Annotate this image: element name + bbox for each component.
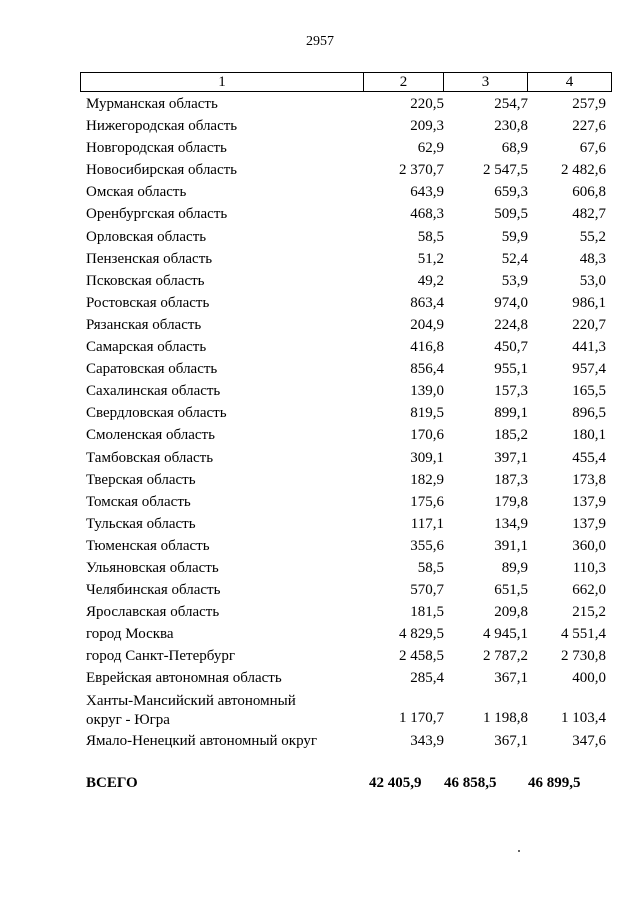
value-col-2: 285,4 [410,670,444,687]
value-col-4: 957,4 [572,361,606,378]
table-body [86,93,606,752]
value-col-3: 659,3 [494,184,528,201]
table-row [86,447,606,469]
value-col-2: 309,1 [410,449,444,466]
region-name: Тверская область [86,471,196,488]
value-col-3: 974,0 [494,294,528,311]
value-col-2: 856,4 [410,361,444,378]
value-col-4: 2 482,6 [561,162,606,179]
value-col-3: 68,9 [501,140,528,157]
value-col-4: 4 551,4 [561,626,606,643]
region-name: Новгородская область [86,140,227,157]
value-col-4: 257,9 [572,96,606,112]
region-name: город Москва [86,626,174,643]
value-col-4: 1 103,4 [561,710,606,727]
value-col-4: 606,8 [572,184,606,201]
value-col-3: 52,4 [501,250,528,267]
value-col-2: 416,8 [410,339,444,356]
value-col-4: 137,9 [572,493,606,510]
table-row [86,667,606,689]
table-row [86,181,606,203]
value-col-3: 651,5 [494,582,528,599]
value-col-2: 4 829,5 [399,626,444,643]
value-col-3: 187,3 [494,471,528,488]
value-col-2: 58,5 [417,228,444,245]
table-row [86,292,606,314]
region-name: Нижегородская область [86,118,238,135]
value-col-2: 58,5 [417,559,444,576]
table-row [86,469,606,491]
region-name-line-1: Ханты-Мансийский автономный [86,692,296,709]
region-name [86,690,369,730]
value-col-3: 209,8 [494,604,528,621]
page-number: 2957 [306,34,334,49]
region-name: Пензенская область [86,250,213,267]
value-col-2: 170,6 [410,427,444,444]
value-col-3: 254,7 [494,96,528,112]
value-col-4: 441,3 [572,339,606,356]
value-col-2: 468,3 [410,206,444,223]
value-col-4: 455,4 [572,449,606,466]
region-name: Ростовская область [86,294,210,311]
table-row [86,314,606,336]
table-row [86,358,606,380]
table-row [86,115,606,137]
region-name: Оренбургская область [86,206,228,223]
region-name: Сахалинская область [86,383,221,400]
value-col-2: 819,5 [410,405,444,422]
table-row [86,402,606,424]
value-col-4: 662,0 [572,582,606,599]
total-value-col-4: 46 899,5 [528,775,581,791]
region-name: Тюменская область [86,537,210,554]
table-row [86,513,606,535]
table-row [86,557,606,579]
value-col-4: 227,6 [572,118,606,135]
value-col-3: 89,9 [501,559,528,576]
value-col-3: 450,7 [494,339,528,356]
value-col-4: 215,2 [572,604,606,621]
region-name: Самарская область [86,339,207,356]
region-name: Еврейская автономная область [86,670,282,687]
value-col-4: 896,5 [572,405,606,422]
region-name: Тамбовская область [86,449,214,466]
value-col-4: 347,6 [572,732,606,749]
region-name: Челябинская область [86,582,221,599]
value-col-4: 67,6 [579,140,606,157]
region-name: Томская область [86,493,191,510]
value-col-2: 2 370,7 [399,162,444,179]
value-col-3: 1 198,8 [483,710,528,727]
value-col-3: 230,8 [494,118,528,135]
table-row [86,623,606,645]
value-col-2: 175,6 [410,493,444,510]
region-name: город Санкт-Петербург [86,648,235,665]
table-row [86,137,606,159]
region-name: Новосибирская область [86,162,238,179]
table-row [86,93,606,115]
value-col-4: 180,1 [572,427,606,444]
value-col-3: 391,1 [494,537,528,554]
table-row [86,270,606,292]
header-col-2: 2 [364,73,444,91]
value-col-2: 1 170,7 [399,710,444,727]
value-col-3: 2 787,2 [483,648,528,665]
table-row [86,690,606,730]
value-col-3: 53,9 [501,272,528,289]
value-col-2: 643,9 [410,184,444,201]
value-col-3: 899,1 [494,405,528,422]
value-col-2: 51,2 [417,250,444,267]
value-col-4: 173,8 [572,471,606,488]
total-value-col-3: 46 858,5 [444,775,497,791]
table-row [86,248,606,270]
value-col-4: 55,2 [579,228,606,245]
header-col-1: 1 [81,73,364,91]
value-col-2: 355,6 [410,537,444,554]
total-label: ВСЕГО [86,775,138,791]
value-col-3: 2 547,5 [483,162,528,179]
table-row [86,380,606,402]
value-col-3: 397,1 [494,449,528,466]
table-row [86,601,606,623]
table-header [80,72,612,92]
table-row [86,535,606,557]
total-row [86,772,606,794]
value-col-4: 400,0 [572,670,606,687]
table-row [86,159,606,181]
value-col-3: 224,8 [494,316,528,333]
value-col-3: 955,1 [494,361,528,378]
value-col-2: 139,0 [410,383,444,400]
value-col-2: 62,9 [417,140,444,157]
value-col-3: 134,9 [494,515,528,532]
value-col-2: 343,9 [410,732,444,749]
region-name: Омская область [86,184,187,201]
value-col-3: 4 945,1 [483,626,528,643]
value-col-2: 49,2 [417,272,444,289]
region-name-line-2: округ - Югра [86,711,170,728]
value-col-3: 367,1 [494,732,528,749]
value-col-2: 2 458,5 [399,648,444,665]
header-col-4: 4 [565,74,574,90]
value-col-3: 367,1 [494,670,528,687]
value-col-4: 137,9 [572,515,606,532]
region-name: Рязанская область [86,316,202,333]
value-col-4: 48,3 [579,250,606,267]
value-col-2: 204,9 [410,316,444,333]
value-col-3: 185,2 [494,427,528,444]
region-name: Псковская область [86,272,205,289]
table-row [86,203,606,225]
table-row [86,730,606,752]
region-name: Тульская область [86,515,196,532]
value-col-3: 509,5 [494,206,528,223]
region-name: Саратовская область [86,361,218,378]
value-col-3: 157,3 [494,383,528,400]
value-col-2: 570,7 [410,582,444,599]
region-name: Ульяновская область [86,559,219,576]
stray-mark [518,850,520,852]
value-col-3: 179,8 [494,493,528,510]
value-col-4: 986,1 [572,294,606,311]
value-col-3: 59,9 [501,228,528,245]
header-col-3: 3 [444,73,528,91]
value-col-2: 117,1 [410,515,444,532]
region-name: Мурманская область [86,96,218,112]
region-name: Смоленская область [86,427,215,444]
value-col-4: 2 730,8 [561,648,606,665]
value-col-2: 181,5 [410,604,444,621]
table-row [86,336,606,358]
region-name: Орловская область [86,228,207,245]
value-col-4: 360,0 [572,537,606,554]
table-row [86,491,606,513]
region-name: Ярославская область [86,604,220,621]
value-col-2: 220,5 [410,96,444,112]
table-row [86,645,606,667]
value-col-4: 110,3 [572,559,606,576]
region-name: Ямало-Ненецкий автономный округ [86,732,318,749]
total-value-col-2: 42 405,9 [369,775,422,791]
table-row [86,226,606,248]
table-row [86,424,606,446]
value-col-4: 165,5 [572,383,606,400]
value-col-2: 209,3 [410,118,444,135]
value-col-2: 863,4 [410,294,444,311]
value-col-4: 53,0 [579,272,606,289]
region-name: Свердловская область [86,405,227,422]
value-col-2: 182,9 [410,471,444,488]
value-col-4: 482,7 [572,206,606,223]
value-col-4: 220,7 [572,316,606,333]
table-row [86,579,606,601]
